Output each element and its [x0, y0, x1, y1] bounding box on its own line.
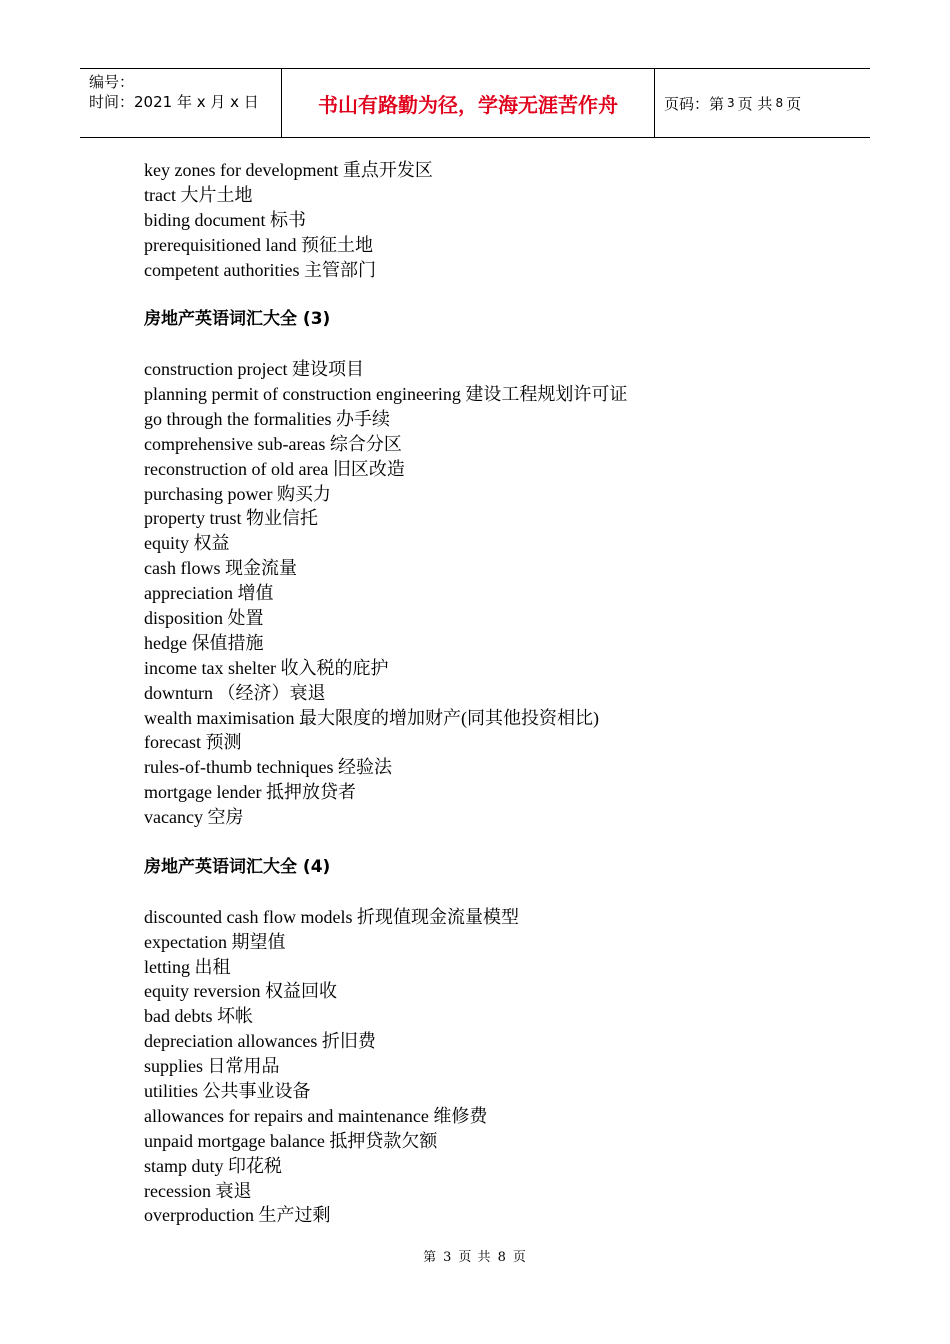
- vocabulary-entry: go through the formalities 办手续: [144, 408, 390, 429]
- blank-line: [144, 332, 844, 357]
- section-heading: 房地产英语词汇大全 (3): [144, 309, 331, 330]
- vocabulary-entry: supplies 日常用品: [144, 1056, 280, 1077]
- vocabulary-entry: competent authorities 主管部门: [144, 259, 376, 280]
- header-page-info: [655, 69, 870, 137]
- blank-line: [144, 282, 844, 307]
- vocabulary-entry: prerequisitioned land 预征土地: [144, 234, 373, 255]
- vocabulary-entry: overproduction 生产过剩: [144, 1205, 331, 1226]
- page-header: [80, 68, 870, 138]
- vocabulary-entry: allowances for repairs and maintenance 维修费: [144, 1105, 488, 1126]
- vocabulary-list: [144, 158, 844, 1228]
- vocabulary-entry: unpaid mortgage balance 抵押贷款欠额: [144, 1130, 438, 1151]
- section-heading: 房地产英语词汇大全 (4): [144, 856, 331, 877]
- vocabulary-entry: reconstruction of old area 旧区改造: [144, 458, 405, 479]
- header-meta: [80, 69, 282, 137]
- vocabulary-entry: bad debts 坏帐: [144, 1006, 253, 1027]
- vocabulary-entry: vacancy 空房: [144, 807, 244, 828]
- vocabulary-entry: purchasing power 购买力: [144, 483, 331, 504]
- vocabulary-entry: forecast 预测: [144, 732, 242, 753]
- vocabulary-entry: wealth maximisation 最大限度的增加财产(同其他投资相比): [144, 707, 599, 728]
- vocabulary-entry: downturn （经济）衰退: [144, 682, 326, 703]
- vocabulary-entry: equity 权益: [144, 533, 230, 554]
- document-date: 时间：2021 年 x 月 x 日: [89, 93, 259, 111]
- header-page-mid: 页 共: [737, 94, 773, 113]
- vocabulary-entry: utilities 公共事业设备: [144, 1080, 311, 1101]
- vocabulary-entry: stamp duty 印花税: [144, 1155, 282, 1176]
- vocabulary-entry: disposition 处置: [144, 608, 264, 629]
- blank-line: [144, 880, 844, 905]
- vocabulary-entry: equity reversion 权益回收: [144, 981, 337, 1002]
- vocabulary-entry: hedge 保值措施: [144, 632, 264, 653]
- header-motto: 书山有路勤为径，学海无涯苦作舟: [282, 69, 655, 137]
- vocabulary-entry: depreciation allowances 折旧费: [144, 1031, 376, 1052]
- header-page-prefix: 页码：第: [664, 94, 725, 113]
- vocabulary-entry: planning permit of construction engineering 建设工程规划许可证: [144, 384, 628, 405]
- vocabulary-entry: comprehensive sub-areas 综合分区: [144, 433, 402, 454]
- footer-mid: 页 共: [458, 1250, 492, 1265]
- footer-prefix: 第: [423, 1250, 438, 1265]
- header-page-current: 3: [727, 96, 735, 110]
- vocabulary-entry: cash flows 现金流量: [144, 558, 297, 579]
- footer-suffix: 页: [512, 1250, 527, 1265]
- vocabulary-entry: biding document 标书: [144, 209, 306, 230]
- vocabulary-entry: construction project 建设项目: [144, 359, 364, 380]
- header-page-total: 8: [775, 96, 784, 110]
- vocabulary-entry: expectation 期望值: [144, 931, 286, 952]
- vocabulary-entry: income tax shelter 收入税的庇护: [144, 657, 389, 678]
- vocabulary-entry: discounted cash flow models 折现值现金流量模型: [144, 906, 519, 927]
- blank-line: [144, 830, 844, 855]
- vocabulary-entry: appreciation 增值: [144, 583, 274, 604]
- vocabulary-entry: property trust 物业信托: [144, 508, 318, 529]
- vocabulary-entry: recession 衰退: [144, 1180, 252, 1201]
- footer-total-pages: 8: [497, 1250, 507, 1265]
- vocabulary-entry: letting 出租: [144, 956, 231, 977]
- footer-current-page: 3: [443, 1250, 453, 1265]
- vocabulary-entry: tract 大片土地: [144, 184, 253, 205]
- vocabulary-entry: key zones for development 重点开发区: [144, 160, 433, 180]
- document-number-label: 编号：: [89, 73, 135, 91]
- vocabulary-entry: rules-of-thumb techniques 经验法: [144, 757, 392, 778]
- page-footer: [0, 1246, 950, 1265]
- header-page-suffix: 页: [786, 94, 802, 113]
- vocabulary-entry: mortgage lender 抵押放贷者: [144, 782, 356, 803]
